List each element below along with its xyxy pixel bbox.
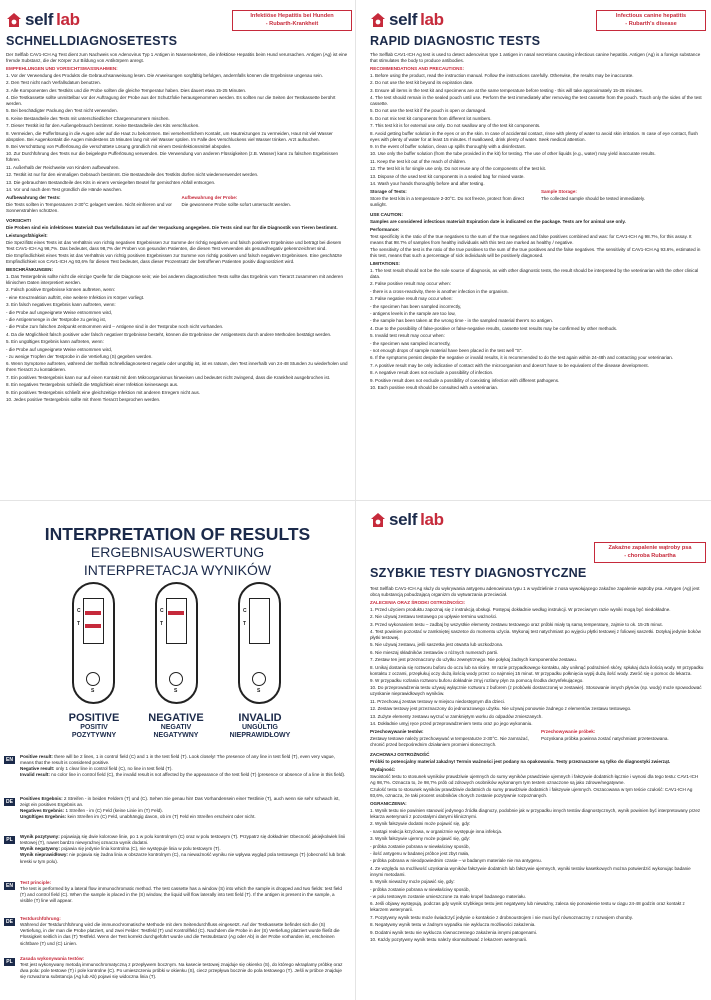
disease-badge: Infectious canine hepatitis - Rubarth's disease bbox=[596, 10, 706, 31]
precaution-item: 3. Ensure all items in the test kit and specimens are at the same temperature before testing - this will take approximately 15-25 minutes. bbox=[370, 87, 643, 93]
result-label-invalid: INVALID UNGÜLTIG NIEPRAWIDŁOWY bbox=[229, 712, 291, 740]
precaution-item: 3. Alle Komponenten des Testkits und die Probe sollten die gleiche Temperatur haben. Dies dauert etwa 15-25 Minuten. bbox=[6, 87, 247, 93]
limitation-item: - die Probe zum falschen Zeitpunkt entnommen wird – Antigene sind in der Testprobe noch nicht vorhanden. bbox=[6, 324, 224, 330]
limitation-item: 3. Wynik fałszywie ujemny może pojawić się, gdy: bbox=[370, 836, 471, 842]
results-text-pl: Wynik pozytywny: pojawiają się dwie kolorowe linie, po 1 w polu kontrolnym (C) oraz w polu testowym (T). Przypatrz się dokładnie! Obecność jakiejkolwiek linii testowej (T), nawet bardzo niewyraźnej oznacza wynik dodatni. Wynik negatywny: pojawia się jedynie linia kontrolna (C), nie występuje linia w polu testowym (T). Wynik nieprawidłowy: nie pojawia się żadna linia w obszarze kontrolnym (C), na nieważność wyniku nie wpływa wygląd pola testowego (T) (obecność lub brak kreski w tym polu). bbox=[20, 834, 346, 864]
precaution-item: 14. Vor und nach dem Test gründlich die Hände waschen. bbox=[6, 186, 123, 192]
page-title: SCHNELLDIAGNOSETESTS bbox=[6, 34, 178, 48]
precaution-item: 8. Avoid getting buffer solution in the eyes or on the skin. In case of accidental contact, rinse with plenty of water to avoid skin irritation. In case of eye contact, flush eyes with plenty of water for at least 15 minutes. If swallowed, drink plenty of water. Seek medical attention. bbox=[370, 130, 698, 142]
precaution-item: 5. Bei beschädigter Packung den Test nicht verwenden. bbox=[6, 108, 118, 114]
page-title: SZYBKIE TESTY DIAGNOSTYCZNE bbox=[370, 566, 587, 580]
precaution-item: 7. Zestaw ten jest przeznaczony do użytku zewnętrznego. Nie połykaj żadnych komponentów zestawu. bbox=[370, 657, 577, 663]
result-label-positive: POSITIVE POSITIV POZYTYWNY bbox=[68, 712, 120, 740]
test-cassette-positive: C T S bbox=[72, 582, 115, 704]
lang-flag-en: EN bbox=[4, 756, 15, 764]
disease-badge: Zakaźne zapalenie wątroby psa - choroba Rubartha bbox=[594, 542, 706, 563]
interpretation-title-pl: INTERPRETACJA WYNIKÓW bbox=[83, 562, 272, 578]
limitation-item: 6. If the symptoms persist despite the negative or invalid results, it is recommended to do the test again within 24-48h and contacting your veterinarian. bbox=[370, 355, 674, 361]
precaution-item: 3. Przed wykonaniem testu – zadbaj by wszystkie elementy zestawu testowego oraz próbki miały tą samą temperaturę, zajmie to ok. 15-25 minut. bbox=[370, 621, 663, 627]
panel-polish bbox=[356, 500, 711, 1000]
precaution-item: 11. Außerhalb der Reichweite von Kindern aufbewahren. bbox=[6, 164, 120, 170]
precaution-item: 4. Die Testkassette sollte unmittelbar vor der Auftragung der Probe aus der Schutzfolie herausgenommen werden. Es sollten nur die Seiten der Testkassette berührt werden. bbox=[6, 95, 336, 107]
limitation-item: 7. Pozytywny wynik testu może świadczyć jedynie o kontakcie z drobnoustrojem i nie musi być równoznaczny z rozwojem choroby. bbox=[370, 914, 633, 920]
precaution-item: 11. Przechowuj zestaw testowy w miejscu niedostępnym dla dzieci. bbox=[370, 698, 506, 704]
limitation-item: - ilość antygenu w badanej próbce jest zbyt mała, bbox=[370, 851, 470, 857]
precaution-item: 14. Wash your hands thoroughly before and after testing. bbox=[370, 180, 485, 186]
house-icon bbox=[6, 12, 22, 28]
lang-flag-pl: PL bbox=[4, 958, 15, 966]
precaution-item: 2. Do not use the test kit beyond its expiration date. bbox=[370, 80, 474, 86]
precaution-item: 10. Use only the buffer solution (from the tube provided in the kit) for testing. The use of other liquids (e.g., water) may yield inaccurate results. bbox=[370, 151, 656, 157]
limitation-item: 3. False negative result may occur when: bbox=[370, 296, 453, 302]
results-text-en: Positive result: there will be 2 lines, 1 in control field (C) and 1 in the test field (T). Look closely! The presence of any line in test field (T), even very vague, means that the result is considered positive. Negative result: only 1 clear line in control field (C), no line in test field (T). Invalid result: no color line in control field (C), the invalid result is not affected by the appearance of the test field (T) (presence or absence of a line in this field). bbox=[20, 754, 346, 778]
limitation-item: - there is a cross-reactivity, there is another infection in the organism. bbox=[370, 288, 509, 294]
limitation-item: 1. Das Testergebnis sollte nicht die einzige Quelle für die Diagnose sein; wie bei anderen diagnostischen Tests sollte das Ergebnis vom Tierarzt zusammen mit anderen klinischen Daten interpretiert werden. bbox=[6, 274, 343, 286]
panel-english bbox=[356, 0, 711, 500]
limitation-item: 9. Positive result does not exclude a possibility of coexisting infection with different pathogens. bbox=[370, 377, 560, 383]
limitation-item: - die Probe auf ungeeignete Weise entnommen wird, bbox=[6, 346, 113, 352]
panel-body: Der Selflab CAV1-ICH Ag Test dient zum Nachweis von Adenovirus Typ 1 Antigen in Nasensekreten, die infektiöse Hepatitis beim Hund verursachen. Antigen (Ag) ist eine fremde Substanz, die der Körper zur Bildung von Antikörpern anregt. EMPFEHLUNGEN UND VORSICHTSMASSNAHMEN: 1. Vor der Verwendung des Produkts die Gebrauchsanweisung lesen. Die Anweisungen sorgfältig befolgen, andernfalls können die Ergebnisse ungenau sein. 2. Den Test nicht nach Verfallsdatum benutzen. 3. Alle Komponenten des Testkits und die Probe sollten die gleiche Temperatur haben. Dies dauert etwa 15-25 Minuten. 4. Die Testkassette sollte unmittelbar vor der Auftragung der Probe aus der Schutzfolie herausgenommen werden. Es sollten nur die Seiten der Testkassette berührt werden. 5. Bei beschädigter Packung den Test nicht verwenden. 6. Keine Bestandteile des Tests mit unterschiedlicher Chargennummern mischen. 7. Dieser Testkit ist für den Außengebrauch bestimmt. Keine Bestandteile des Kits verschlucken. 8. Vermeiden, die Pufferlösung in die Augen oder auf die Haut zu bekommen. Bei versehentlichem Kontakt, um Hautreizungen zu vermeiden, Haut mit viel Wasser abspülen. Bei Augenkontakt die Augen mindestens 15 Minuten lang mit viel Wasser spülen. Im Falle des Verschluckens viel Wasser trinken. Arzt aufsuchen. 9. Bei Verschüttung von Pufferlösung die verschüttete Lösung gründlich mit einem Desinfektionsmittel abspülen. 10. Zur Durchführung des Tests nur die beigelegte Pufferlösung verwenden. Die Verwendung von anderen Flüssigkeiten (z.B. Wasser) kann zu falschen Ergebnissen führen. 11. Außerhalb der Reichweite von Kindern aufbewahren. 12. Testkit ist nur für den einmaligen Gebrauch bestimmt. Die Bestandteile des Testkits dürfen nicht wiederverwendet werden. 13. Die gebrauchten Bestandteile des Kits in einem versiegelten Beutel für gemischten Abfall entsorgen. 14. Vor und nach dem Test gründlich die Hände waschen. Aufbewahrung der Tests: Die Tests sollten in Temperaturen 2-30°C gelagert werden. Nicht einfrieren und vor Sonnenstrahlen schützen. Aufbewahrung der Probe: Die gewonnene Probe sollte sofort untersucht werden. VORSICHT! Die Proben sind ein infektiöses Material! Das Verfallsdatum ist auf der Verpackung angegeben. Die Tests sind nur für die Diagnostik von Tieren bestimmt. Leistungsfähigkeit: Die Spezifität eines Tests ist das Verhältnis von richtig negativen Ergebnissen zur Summe der richtig negativen und falsch positiven Ergebnisse und beträgt bei diesem Test CAV1-ICH Ag 98,7%. Das bedeutet, dass 98,7% der Proben von gesunden Patienten, die diesen Test verwenden als gesund/negativ gekennzeichnet sind. Die Empfindlichkeit eines Tests ist das Verhältnis von richtig positiven Ergebnissen zur Summe von richtig positiven und falsch negativen Ergebnissen. Eine geschätzte Empfindlichkeit von CAV1-ICH Ag 93,6% für diesen Test bedeutet, dass dieser Prozentsatz der betroffenen Patienten positiv diagnostiziert wird. BESCHRÄNKUNGEN: 1. Das Testergebnis sollte nicht die einzige Quelle für die Diagnose sein; wie bei anderen diagnostischen Tests sollte das Ergebnis vom Tierarzt zusammen mit anderen klinischen Daten interpretiert werden. 2. Falsch positive Ergebnisse können auftreten, wenn: - eine Kreuzreaktion auftritt, eine weitere Infektion im Körper vorliegt. 3. Ein falsch negatives Ergebnis kann auftreten, wenn: - die Probe auf ungeeignete Weise entnommen wird, - die Antigenmenge in der Testprobe zu gering ist, - die Probe zum falschen Zeitpunkt entnommen wird – Antigene sind in der Testprobe noch nicht vorhanden. 4. Da die Möglichkeit falsch positiver oder falsch negativer Ergebnisse besteht, können die Ergebnisse der Antigentests durch andere Methoden bestätigt werden. 5. Ein ungültiges Ergebnis kann auftreten, wenn: - die Probe auf ungeeignete Weise entnommen wird, - zu wenige Tropfen der Testprobe in die Vertiefung (S) gegeben werden. 6. Wenn Symptome auftreten, während der Selflab Schnelldiagnosetest negativ oder ungültig ist, ist es ratsam, den Test innerhalb von 24-48 Stunden zu wiederholen und Ihren Tierarzt zu kontaktieren. 7. Ein positives Testergebnis kann nur auf einen Kontakt mit dem Mikroorganismus hinweisen und bedeutet nicht zwingend, dass die Krankheit ausgebrochen ist. 8. Ein negatives Testergebnis schließt die Möglichkeit einer Infektion keineswegs aus. 9. Ein positives Testergebnis schließt eine gleichzeitige Infektion mit anderen Erregern nicht aus. 10. Jedes positive Testergebnis sollte mit Ihrem Tierarzt besprochen werden. bbox=[6, 52, 348, 402]
sample-well bbox=[169, 672, 183, 686]
limitation-item: - the sample has been taken at the wrong time - in the sampled material there's no antigen. bbox=[370, 318, 554, 324]
results-text-de: Positives Ergebnis: 2 Streifen - in beiden Feldern (T) und (C). Sehen Sie genau hin! Das Vorhandensein einer Testlinie (T), auch wenn sie sehr schwach ist, zeigt ein positives Ergebnis an. Negatives Ergebnis: 1 Streifen - im (C) Feld (keine Linie im (T) Feld). Ungültiges Ergebnis: kein Streifen im (C) Feld, unabhängig davon, ob im (T) Feld ein Streifen erscheint oder nicht. bbox=[20, 796, 340, 820]
principle-text-de: Testdurchführung: Während der Testdurchführung wird die immunochromatische Methode mit dem Seitendurchfluss eingesetzt. Auf der Testkassette befindet sich die (S) Vertiefung, in der man die Probe platziert, und zwei Felder: Testfeld (T) und Kontrollfeld (C). Nachdem die Probe in der (S) Vertiefung platziert wurde fließt die Flüssigkeit seitlich in das (T) Testfeld. Wenn der Test korrekt durchgeführt wurde und die Testsubstanz (Ag oder Ab) in der Probe vorhanden ist, erscheinen sichtbare (T) und (C) Linien. bbox=[20, 916, 340, 946]
limitation-item: 10. Each positive result should be consulted with a veterinarian. bbox=[370, 384, 499, 390]
limitation-item: - the specimen was sampled incorrectly, bbox=[370, 340, 451, 346]
precaution-item: 2. Den Test nicht nach Verfallsdatum benutzen. bbox=[6, 80, 101, 86]
precaution-item: 1. Przed użyciem produktu zapoznaj się z instrukcją obsługi. Postępuj dokładnie według instrukcji. W przeciwnym razie wyniki mogą być niedokładne. bbox=[370, 606, 671, 612]
limitations-list bbox=[370, 268, 704, 391]
panel-interpretation bbox=[0, 500, 355, 1000]
selflab-logo: self lab bbox=[6, 10, 80, 30]
precaution-item: 5. Do not use the test kit if the pouch is open or damaged. bbox=[370, 108, 487, 114]
limitation-item: 6. Wenn Symptome auftreten, während der Selflab Schnelldiagnosetest negativ oder ungültig ist, ist es ratsam, den Test innerhalb von 24-48 Stunden zu wiederholen und Ihren Tierarzt zu kontaktieren. bbox=[6, 361, 348, 373]
lang-flag-de: DE bbox=[4, 918, 15, 926]
precaution-item: 12. Testkit ist nur für den einmaligen Gebrauch bestimmt. Die Bestandteile des Testkits dürfen nicht wiederverwendet werden. bbox=[6, 172, 259, 178]
limitation-item: 3. Ein falsch negatives Ergebnis kann auftreten, wenn: bbox=[6, 302, 116, 308]
precaution-item: 7. This test kit is for external use only. Do not swallow any of the test kit components. bbox=[370, 123, 541, 129]
disease-badge: Infektiöse Hepatitis bei Hunden - Rubarth-Krankheit bbox=[232, 10, 352, 31]
principle-text-pl: Zasada wykonywania testów: Test jest wykonywany metodą immunochromatyczną z przepływem bocznym. Na kasecie testowej znajduje się okienko (S), do którego wkraplamy próbkę oraz dwa pola: pole testowe (T) i pole kontrolne (C). Po umieszczeniu próbki w okienku (S), ciecz przepływa bocznie do pola testowego (T). Jeśli w próbce znajduje się rozważona substancja (Ag lub Ab) pojawi się widoczna linia (T). bbox=[20, 956, 343, 980]
limitation-item: - nastąpi reakcja krzyżowa, w organizmie występuje inna infekcja. bbox=[370, 828, 503, 834]
limitation-item: - antigens levels in the sample are too low, bbox=[370, 311, 456, 317]
limitation-item: - not enough drops of sample material have been placed in the test well "S". bbox=[370, 348, 523, 353]
limitation-item: 7. Ein positives Testergebnis kann nur auf einen Kontakt mit dem Mikroorganismus hinweisen und bedeutet nicht zwingend, dass die Krankheit ausgebrochen ist. bbox=[6, 374, 331, 380]
limitation-item: 4. Da die Möglichkeit falsch positiver oder falsch negativer Ergebnisse besteht, können die Ergebnisse der Antigentests durch andere Methoden bestätigt werden. bbox=[6, 331, 332, 337]
limitation-item: 10. Jedes positive Testergebnis sollte mit Ihrem Tierarzt besprochen werden. bbox=[6, 396, 161, 402]
precaution-item: 14. Dokładnie umyj ręce przed przeprowadzeniem testu oraz po jego wykonaniu. bbox=[370, 720, 533, 726]
precaution-item: 12. Zestaw testowy jest przeznaczony do jednorazowego użytku. Nie używaj ponownie żadnego z elementów zestawu testowego. bbox=[370, 706, 632, 712]
limitation-item: 1. Wynik testu nie powinien stanowić jedynego źródła diagnozy, podobnie jak w przypadku innych testów diagnostycznych, wynik powinien być interpretowany przez lekarza weterynarii z pozostałymi danymi klinicznymi. bbox=[370, 808, 701, 820]
precaution-item: 4. The test should remain in the sealed pouch until use. Perform the test immediately after removing the test cassette from the pouch. Touch only the sides of the test cassette. bbox=[370, 95, 702, 107]
selflab-logo: self lab bbox=[370, 10, 444, 30]
limitation-item: - die Antigenmenge in der Testprobe zu gering ist, bbox=[6, 317, 107, 323]
lang-flag-en: EN bbox=[4, 882, 15, 890]
precaution-item: 12. The test kit is for single use only. Do not reuse any of the components of the test kit. bbox=[370, 166, 546, 172]
sample-well bbox=[86, 672, 100, 686]
limitation-item: - próbka pobrana w nieodpowiednim czasie – w badanym materiale nie ma antygenu. bbox=[370, 858, 542, 864]
precaution-item: 10. Zur Durchführung des Tests nur die beigelegte Pufferlösung verwenden. Die Verwendung von anderen Flüssigkeiten (z.B. Wasser) kann zu falschen Ergebnissen führen. bbox=[6, 151, 339, 163]
panel-german bbox=[0, 0, 355, 500]
limitation-item: 9. Ein positives Testergebnis schließt eine gleichzeitige Infektion mit anderen Erregern nicht aus. bbox=[6, 389, 201, 395]
house-icon bbox=[370, 512, 386, 528]
limitation-item: 4. Ze względu na możliwość uzyskania wyników fałszywie dodatnich lub fałszywie ujemnych, wyniki testów kasetkowych można potwierdzić wykonując badanie innymi metodami. bbox=[370, 865, 691, 877]
result-window: C T bbox=[83, 598, 104, 644]
precaution-item: 13. Zużyte elementy zestawu wyrzuć w zamkniętym worku do odpadów zmieszanych. bbox=[370, 713, 543, 719]
precaution-item: 6. Do not mix test kit components from different lot numbers. bbox=[370, 115, 492, 121]
interpretation-title-de: ERGEBNISAUSWERTUNG bbox=[90, 544, 265, 560]
limitation-item: - eine Kreuzreaktion auftritt, eine weitere Infektion im Körper vorliegt. bbox=[6, 294, 145, 300]
precaution-item: 7. Dieser Testkit ist für den Außengebrauch bestimmt. Keine Bestandteile des Kits verschlucken. bbox=[6, 123, 200, 129]
limitation-item: 2. Falsch positive Ergebnisse können auftreten, wenn: bbox=[6, 287, 116, 293]
interpretation-title-en: INTERPRETATION OF RESULTS bbox=[44, 524, 311, 544]
limitation-item: 6. Jeśli objawy występują, podczas gdy wynik szybkiego testu jest negatywny lub nieważny, zaleca się ponowienie testu w ciągu 24-48 godzin oraz kontakt z lekarzem weterynarii. bbox=[370, 901, 685, 913]
limitation-item: 5. Invalid test result may occur when: bbox=[370, 333, 445, 339]
precaution-item: 8. Unikaj dostania się roztworu buforu do oczu lub na skórę. W razie przypadkowego kontaktu, aby uniknąć podrażnień skóry, spłukaj duża ilością wody. W przypadku kontaktu z oczami, przepłukuj oczy dużą ilością wody przez co najmniej 15 minut. W przypadku połknięcia wypij dużą ilość wody. Zwróć się o pomoc do lekarza. bbox=[370, 664, 704, 676]
limitation-item: 5. Ein ungültiges Ergebnis kann auftreten, wenn: bbox=[6, 339, 104, 345]
limitation-item: 10. Każdy pozytywny wynik testu należy skonsultować z lekarzem weterynarii. bbox=[370, 936, 528, 942]
limitation-item: - próbka zostanie pobrana w niewłaściwy sposób, bbox=[370, 843, 470, 849]
test-cassette-invalid: C T S bbox=[238, 582, 281, 704]
precautions-list bbox=[6, 73, 349, 193]
sample-well bbox=[252, 672, 266, 686]
control-line bbox=[168, 611, 184, 615]
precaution-item: 8. Vermeiden, die Pufferlösung in die Augen oder auf die Haut zu bekommen. Bei versehentlichem Kontakt, um Hautreizungen zu vermeiden, Haut mit viel Wasser abspülen. Bei Augenkontakt die Augen mindestens 15 Minuten lang mit viel Wasser spülen. Im Falle des Verschluckens viel Wasser trinken. Arzt aufsuchen. bbox=[6, 130, 333, 142]
limitation-item: 9. Dodatni wynik testu nie wyklucza równoczesnego zakażenia innymi patogenami. bbox=[370, 929, 538, 935]
precaution-item: 1. Before using the product, read the instruction manual. Follow the instructions carefully. Otherwise, the results may be inaccurate. bbox=[370, 72, 634, 78]
result-window: C T bbox=[249, 598, 270, 644]
precaution-item: 5. Nie używaj zestawu, jeśli saszetka jest otwarta lub uszkodzona. bbox=[370, 642, 504, 648]
precaution-item: 10. Do przeprowadzenia testu używaj wyłącznie roztworu z buforem (z probówki dostarczonej w zestawie). Stosowanie innych płynów (np. wody) może spowodować uzyskanie nieprawidłowych wyników. bbox=[370, 685, 702, 697]
precaution-item: 9. W przypadku rozlania roztworu buforu dokładnie zmyj rozlany płyn za pomocą środka dezynfekującego. bbox=[370, 678, 584, 684]
limitation-item: - die Probe auf ungeeignete Weise entnommen wird, bbox=[6, 309, 113, 315]
precaution-item: 13. Dispose of the used test kit components in a sealed bag for mixed waste. bbox=[370, 173, 525, 179]
test-line bbox=[85, 624, 101, 628]
limitation-item: 7. A positive result may be only indicative of contact with the microorganism and doesn't have to be equivalent of the disease development. bbox=[370, 362, 649, 368]
test-cassette-negative: C T S bbox=[155, 582, 198, 704]
result-window: C T bbox=[166, 598, 187, 644]
precaution-item: 9. Bei Verschüttung von Pufferlösung die verschüttete Lösung gründlich mit einem Desinfektionsmittel abspülen. bbox=[6, 144, 232, 150]
lang-flag-de: DE bbox=[4, 798, 15, 806]
precaution-item: 4. Test powinien pozostać w zamkniętej saszetce do momentu użycia. Wykonaj test natychmiast po wyjęciu płytki testowej z foliowej saszetki. Dotykaj jedynie boków płytki testowej. bbox=[370, 629, 701, 641]
limitation-item: - the specimen has been sampled incorrectly, bbox=[370, 303, 462, 309]
precaution-item: 13. Die gebrauchten Bestandteile des Kits in einem versiegelten Beutel für gemischten Abfall entsorgen. bbox=[6, 179, 216, 185]
precaution-item: 1. Vor der Verwendung des Produkts die Gebrauchsanweisung lesen. Die Anweisungen sorgfältig befolgen, andernfalls können die Ergebnisse ungenau sein. bbox=[6, 72, 323, 78]
limitation-item: - w polu testowym zostanie umieszczone za mało kropel badanego materiału. bbox=[370, 894, 526, 899]
result-label-negative: NEGATIVE NEGATIV NEGATYWNY bbox=[148, 712, 204, 740]
control-line bbox=[85, 611, 101, 615]
limitation-item: 2. Wynik fałszywie dodatni może pojawić się, gdy: bbox=[370, 821, 471, 827]
limitations-list bbox=[6, 274, 349, 403]
house-icon bbox=[370, 12, 386, 28]
limitation-item: 5. Wynik nieważny może pojawić się, gdy: bbox=[370, 879, 455, 885]
limitation-item: - próbka zostanie pobrana w niewłaściwy sposób, bbox=[370, 886, 470, 892]
limitation-item: 2. False positive result may occur when: bbox=[370, 281, 451, 287]
selflab-logo: self lab bbox=[370, 510, 444, 530]
lang-flag-pl: PL bbox=[4, 836, 15, 844]
precaution-item: 6. Nie mieszaj składników zestawów o różnych numerach partii. bbox=[370, 649, 499, 655]
precaution-item: 6. Keine Bestandteile des Tests mit unterschiedlicher Chargennummern mischen. bbox=[6, 115, 170, 121]
precaution-item: 2. Nie używaj zestawu testowego po upływie terminu ważności. bbox=[370, 614, 498, 620]
limitation-item: 4. Due to the possibility of false-positive or false-negative results, cassette test results may be confirmed by other methods. bbox=[370, 325, 618, 331]
principle-text-en: Test principle: The test is performed by a lateral flow immunochromatic method. The test cassette has a window (S) into which the sample is dropped and two fields: test field (T) and control field (C). When the sample is placed in the (S) window, the liquid will flow laterally into test field (T). If the antigen is present in the sample, a visible (T) line will appear. bbox=[20, 880, 342, 904]
precaution-item: 11. Keep the test kit out of the reach of children. bbox=[370, 158, 467, 164]
panel-body: The Selflab CAV1-ICH Ag test is used to detect adenovirus type 1 antigen in nasal secretions causing infectious canine hepatitis. Antigen (Ag) is a foreign substance that stimulates the body to produce antibodies. RECOMMENDATIONS AND PRECAUTIONS: 1. Before using the product, read the instruction manual. Follow the instructions carefully. Otherwise, the results may be inaccurate. 2. Do not use the test kit beyond its expiration date. 3. Ensure all items in the test kit and specimens are at the same temperature before testing - this will take approximately 15-25 minutes. 4. The test should remain in the sealed pouch until use. Perform the test immediately after removing the test cassette from the pouch. Touch only the sides of the test cassette. 5. Do not use the test kit if the pouch is open or damaged. 6. Do not mix test kit components from different lot numbers. 7. This test kit is for external use only. Do not swallow any of the test kit components. 8. Avoid getting buffer solution in the eyes or on the skin. In case of accidental contact, rinse with plenty of water to avoid skin irritation. In case of eye contact, flush eyes with plenty of water for at least 15 minutes. If swallowed, drink plenty of water. Seek medical attention. 9. In the event of buffer solution, clean up spills thoroughly with a disinfectant. 10. Use only the buffer solution (from the tube provided in the kit) for testing. The use of other liquids (e.g., water) may yield inaccurate results. 11. Keep the test kit out of the reach of children. 12. The test kit is for single use only. Do not reuse any of the components of the test kit. 13. Dispose of the used test kit components in a sealed bag for mixed waste. 14. Wash your hands thoroughly before and after testing. Storage of Tests: Store the test kits in a temperature 2-30°C. Do not freeze, protect from direct sunlight. Sample Storage: The collected sample should be tested immediately. USE CAUTION: Samples are considered infectious material! Expiration date is indicated on the package. Tests are for animal use only. Performance: Test specificity is the ratio of the true negatives to the sum of the true negatives and false positives combined and was: for CAV1-ICH Ag 98.7%, for this assay. It means that 98.7% of samples from healthy individuals with this test are marked as healthy / negative. The sensitivity of the test is the ratio of the true positives to the sum of the true positives and the false negatives. The sensitivity of CAV1-ICH Ag 93.6%, estimated in this test, means that such a percentage of sick individuals will be positively diagnosed. LIMITATIONS: 1. The test result should not be the sole source of diagnosis, as with other diagnostic tests, the result should be interpreted by the veterinarian with the other clinical data. 2. False positive result may occur when: - there is a cross-reactivity, there is another infection in the organism. 3. False negative result may occur when: - the specimen has been sampled incorrectly, - antigens levels in the sample are too low, - the sample has been taken at the wrong time - in the sampled material there's no antigen. 4. Due to the possibility of false-positive or false-negative results, cassette test results may be confirmed by other methods. 5. Invalid test result may occur when: - the specimen was sampled incorrectly, - not enough drops of sample material have been placed in the test well "S". 6. If the symptoms persist despite the negative or invalid results, it is recommended to do the test again within 24-48h and contacting your veterinarian. 7. A positive result may be only indicative of contact with the microorganism and doesn't have to be equivalent of the disease development. 8. A negative result does not exclude a possibility of infection. 9. Positive result does not exclude a possibility of coexisting infection with different pathogens. 10. Each positive result should be consulted with a veterinarian. bbox=[370, 52, 704, 392]
page-title: RAPID DIAGNOSTIC TESTS bbox=[370, 34, 541, 48]
panel-body: Test Selflab CAV1-ICH Ag służy do wykrywania antygenu adenowirusa typu 1 w wydzielinie z nosa wywołującego zakaźne zapalenie wątroby psa. Antygen (Ag) jest obcą substancją pobudzającą organizm do wytwarzania przeciwciał. ZALECENIA ORAZ ŚRODKI OSTROŻNOŚCI: 1. Przed użyciem produktu zapoznaj się z instrukcją obsługi. Postępuj dokładnie według instrukcji. W przeciwnym razie wyniki mogą być niedokładne. 2. Nie używaj zestawu testowego po upływie terminu ważności. 3. Przed wykonaniem testu – zadbaj by wszystkie elementy zestawu testowego oraz próbki miały tą samą temperaturę, zajmie to ok. 15-25 minut. 4. Test powinien pozostać w zamkniętej saszetce do momentu użycia. Wykonaj test natychmiast po wyjęciu płytki testowej z foliowej saszetki. Dotykaj jedynie boków płytki testowej. 5. Nie używaj zestawu, jeśli saszetka jest otwarta lub uszkodzona. 6. Nie mieszaj składników zestawów o różnych numerach partii. 7. Zestaw ten jest przeznaczony do użytku zewnętrznego. Nie połykaj żadnych komponentów zestawu. 8. Unikaj dostania się roztworu buforu do oczu lub na skórę. W razie przypadkowego kontaktu, aby uniknąć podrażnień skóry, spłukaj duża ilością wody. W przypadku kontaktu z oczami, przepłukuj oczy dużą ilością wody przez co najmniej 15 minut. W przypadku połknięcia wypij dużą ilość wody. Zwróć się o pomoc do lekarza. 9. W przypadku rozlania roztworu buforu dokładnie zmyj rozlany płyn za pomocą środka dezynfekującego. 10. Do przeprowadzenia testu używaj wyłącznie roztworu z buforem (z probówki dostarczonej w zestawie). Stosowanie innych płynów (np. wody) może spowodować uzyskanie nieprawidłowych wyników. 11. Przechowuj zestaw testowy w miejscu niedostępnym dla dzieci. 12. Zestaw testowy jest przeznaczony do jednorazowego użytku. Nie używaj ponownie żadnego z elementów zestawu testowego. 13. Zużyte elementy zestawu wyrzuć w zamkniętym worku do odpadów zmieszanych. 14. Dokładnie umyj ręce przed przeprowadzeniem testu oraz po jego wykonaniu. Przechowywanie testów: Zestawy testowe należy przechowywać w temperaturze 2-30°C. Nie zamrażać, chronić przed bezpośrednim działaniem promieni słonecznych. Przechowywanie próbek: Pozyskana próbka powinna zostać natychmiast przetestowana. ZACHOWAJ OSTROŻNOŚĆ Próbki to potencjalny materiał zakaźny! Termin ważności jest podany na opakowaniu. Testy przeznaczone są tylko do diagnostyki zwierząt. Wydajność: Swoistość testu to stosunek wyników prawdziwie ujemnych do sumy wyników prawdziwie ujemnych i fałszywie dodatnich łącznie i wynosi dla tego testu: CAV1-ICH Ag 98,7%. Oznacza to, że 98,7% prób od zdrowych osobników wykonanym tym testem oznaczone są jako zdrowe/negatywne. Czułość testu to stosunek wyników prawdziwie dodatnich do sumy prawdziwie dodatnich i fałszywie ujemnych. Oszacowana w tym teście czułość: CAV1-ICH Ag 93,6%, oznacza, że taki procent osobników chorych zostanie pozytywnie rozpoznanych. OGRANICZENIA: 1. Wynik testu nie powinien stanowić jedynego źródła diagnozy, podobnie jak w przypadku innych testów diagnostycznych, wynik powinien być interpretowany przez lekarza weterynarii z pozostałymi danymi klinicznymi. 2. Wynik fałszywie dodatni może pojawić się, gdy: - nastąpi reakcja krzyżowa, w organizmie występuje inna infekcja. 3. Wynik fałszywie ujemny może pojawić się, gdy: - próbka zostanie pobrana w niewłaściwy sposób, - ilość antygenu w badanej próbce jest zbyt mała, - próbka pobrana w nieodpowiednim czasie – w badanym materiale nie ma antygenu. 4. Ze względu na możliwość uzyskania wyników fałszywie dodatnich lub fałszywie ujemnych, wyniki testów kasetkowych można potwierdzić wykonując badanie innymi metodami. 5. Wynik nieważny może pojawić się, gdy: - próbka zostanie pobrana w niewłaściwy sposób, - w polu testowym zostanie umieszczone za mało kropel badanego materiału. 6. Jeśli objawy występują, podczas gdy wynik szybkiego testu jest negatywny lub nieważny, zaleca się ponowienie testu w ciągu 24-48 godzin oraz kontakt z lekarzem weterynarii. 7. Pozytywny wynik testu może świadczyć jedynie o kontakcie z drobnoustrojem i nie musi być równoznaczny z rozwojem choroby. 8. Negatywny wynik testu w żadnym wypadku nie wyklucza możliwości zakażenia. 9. Dodatni wynik testu nie wyklucza równoczesnego zakażenia innymi patogenami. 10. Każdy pozytywny wynik testu należy skonsultować z lekarzem weterynarii. bbox=[370, 586, 704, 942]
precautions-list bbox=[370, 73, 704, 187]
precaution-item: 9. In the event of buffer solution, clean up spills thoroughly with a disinfectant. bbox=[370, 144, 526, 150]
limitation-item: 8. A negative result does not exclude a possibility of infection. bbox=[370, 370, 494, 376]
limitation-item: 1. The test result should not be the sole source of diagnosis, as with other diagnostic tests, the result should be interpreted by the veterinarian with the other clinical data. bbox=[370, 268, 699, 280]
limitation-item: - zu wenige Tropfen der Testprobe in die Vertiefung (S) gegeben werden. bbox=[6, 354, 153, 359]
precautions-list bbox=[370, 607, 704, 727]
limitations-list bbox=[370, 808, 704, 943]
limitation-item: 8. Negatywny wynik testu w żadnym wypadku nie wyklucza możliwości zakażenia. bbox=[370, 922, 536, 928]
limitation-item: 8. Ein negatives Testergebnis schließt die Möglichkeit einer Infektion keineswegs aus. bbox=[6, 382, 179, 388]
